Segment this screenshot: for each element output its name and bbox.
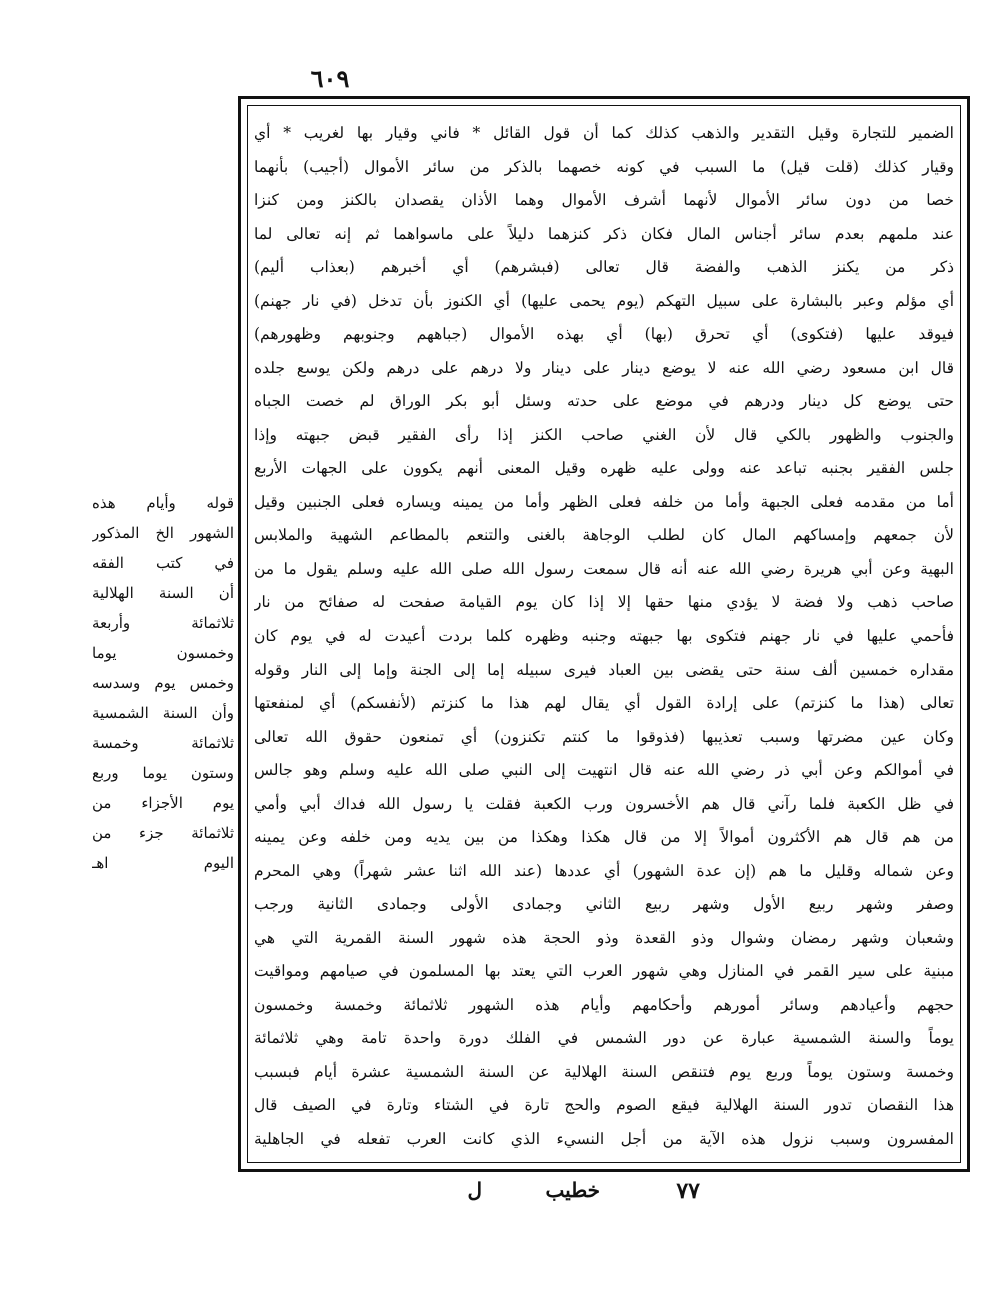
text-line: مقداره خمسين ألف سنة حتى يقضى بين العباد فيرى سبيله إما إلى الجنة وإما إلى النار وقوله <box>254 660 954 679</box>
text-line: في ظل الكعبة فلما رآني قال هم الأخسرون ورب الكعبة فقلت يا رسول الله فداك أبي وأمي <box>254 794 954 813</box>
text-line: وكان عين مضرتها وسبب تعذيبها (فذوقوا ما كنتم تكنزون) أي تمنعون حقوق الله تعالى <box>254 727 954 746</box>
margin-note-line: ثلاثمائة وأربعة <box>92 614 234 632</box>
text-line: جلس الفقير بجنبه تباعد عنه وولى عليه ظهره وقيل المعنى أنهم يكوون على الجهات الأربع <box>254 459 954 478</box>
margin-note-line: وأن السنة الشمسية <box>92 704 234 722</box>
main-text-block <box>254 118 954 1154</box>
text-frame-inner <box>247 105 961 1163</box>
margin-note-line: يوم الأجزاء من <box>92 794 234 812</box>
text-line: فيوقد عليها (فتكوى) أي تحرق (بها) أي بهذه الأموال (جباههم وجنوبهم وظهورهم) <box>254 325 954 344</box>
text-line: فأحمي عليها في نار جهنم فتكوى بها جبهته وجنبه وظهره كلما بردت أعيدت له في يوم كان <box>254 626 954 645</box>
text-line: والجنوب والظهور بالكي قال لأن الغني صاحب الكنز إذا رأى الفقير قبض جبهته وإذا <box>254 425 954 444</box>
text-line: في أموالكم وعن أبي ذر رضي الله عنه قال انتهيت إلى النبي صلى الله عليه وسلم وهو جالس <box>254 761 954 780</box>
text-line: وعن شماله وقليل ما هم (إن عدة الشهور) أي عددها (عند الله اثنا عشر شهراً) وهي المحرم <box>254 861 954 880</box>
margin-note-line: الشهور الخ المذكور <box>92 524 234 542</box>
text-line: تعالى (هذا ما كنزتم) على إرادة القول أي يقال لهم هذا ما كنزتم (لأنفسكم) أي لمنفعتها <box>254 694 954 713</box>
margin-note-line: اليوم اهـ <box>92 854 234 872</box>
text-line: أما من مقدمه فعلى الجبهة وأما من خلفه فعلى الظهر وأما من يمينه ويساره فعلى الجنبين وقيل <box>254 492 954 511</box>
margin-note-line: أن السنة الهلالية <box>92 584 234 602</box>
text-line: من هم قال هم الأكثرون أموالاً إلا من قال هكذا وهكذا من بين يديه ومن خلفه وعن يمينه <box>254 828 954 847</box>
text-line: لأن جمعهم وإمساكهم المال كان لطلب الوجاهة بالغنى والتنعم بالمطاعم الشهية والملابس <box>254 526 954 545</box>
text-line: مبنية على سير القمر في المنازل وهي شهور العرب التي يعتد بها المسلمون في صيامهم ومواقيت <box>254 962 954 981</box>
margin-note-line: وخمس يوم وسدسه <box>92 674 234 692</box>
text-line: حجهم وأعيادهم وسائر أمورهم وأحكامهم وأيام هذه الشهور ثلاثمائة وخمسة وخمسون <box>254 995 954 1014</box>
margin-note <box>92 488 234 878</box>
footer-signature-number: ٧٧ <box>676 1178 700 1204</box>
margin-note-line: ثلاثمائة جزء من <box>92 824 234 842</box>
text-line: عند ملمهم بعدم سائر أجناس المال فكان ذكر كنزهما دليلاً على ماسواهما ثم إنه تعالى لما <box>254 224 954 243</box>
text-line: خصا من دون سائر الأموال لأنهما أشرف الأموال وهما الأذان يقصدان بالكنز ومن كنزا <box>254 191 954 210</box>
margin-note-line: ثلاثمائة وخمسة <box>92 734 234 752</box>
text-line: أي مؤلم وعبر بالبشارة على سبيل التهكم (يوم يحمى عليها) أي الكنوز بأن تدخل (في نار جهنم) <box>254 291 954 310</box>
text-frame <box>238 96 970 1172</box>
page-footer <box>400 1178 700 1214</box>
footer-signature-word: خطيب <box>545 1178 600 1202</box>
text-line: المفسرون وسبب نزول هذه الآية من أجل النسيء الذي كانت العرب تفعله في الجاهلية <box>254 1129 954 1148</box>
text-line: وصفر وشهر ربيع الأول وشهر ربيع الثاني وجمادى الأولى وجمادى الثانية ورجب <box>254 895 954 914</box>
footer-signature-letter: ل <box>467 1178 482 1202</box>
text-line: هذا النقصان تدور السنة الهلالية فيقع الصوم والحج تارة في الشتاء وتارة في الصيف قال <box>254 1096 954 1115</box>
text-line: حتى يوضع كل دينار ودرهم في موضع على حدته وسئل أبو بكر الوراق لم خصت الجباه <box>254 392 954 411</box>
margin-note-line: قوله وأيام هذه <box>92 494 234 512</box>
margin-note-line: وخمسون يوما <box>92 644 234 662</box>
page-number: ٦٠٩ <box>310 64 350 93</box>
margin-note-line: وستون يوما وربع <box>92 764 234 782</box>
text-line: الضمير للتجارة وقيل التقدير والذهب كذلك كما أن قول القائل * فاني وقيار بها لغريب * أي <box>254 124 954 142</box>
text-line: البهية وعن أبي هريرة رضي الله عنه أنه قال سمعت رسول الله صلى الله عليه وسلم يقول ما من <box>254 559 954 578</box>
margin-note-line: في كتب الفقه <box>92 554 234 572</box>
text-line: وقيار كذلك (قلت قيل) ما السبب في كونه خصهما بالذكر من سائر الأموال (أجيب) بأنهما <box>254 157 954 176</box>
text-line: قال ابن مسعود رضي الله عنه لا يوضع دينار على دينار ولا درهم على درهم ولكن يوسع جلده <box>254 358 954 377</box>
text-line: وخمسة وستون يوماً وربع يوم فتنقص السنة الهلالية عن السنة الشمسية عشرة أيام فبسبب <box>254 1062 954 1081</box>
text-line: وشعبان وشهر رمضان وشوال وذو القعدة وذو الحجة هذه شهور السنة القمرية التي هي <box>254 928 954 947</box>
text-line: ذكر من يكنز الذهب والفضة قال تعالى (فبشرهم) أي أخبرهم (بعذاب أليم) <box>254 258 954 277</box>
text-line: يوماً والسنة الشمسية عبارة عن دور الشمس في الفلك دورة واحدة تامة وهي ثلاثمائة <box>254 1029 954 1048</box>
text-line: صاحب ذهب ولا فضة لا يؤدي منها حقها إلا إذا كان يوم القيامة صفحت له صفائح من نار <box>254 593 954 612</box>
